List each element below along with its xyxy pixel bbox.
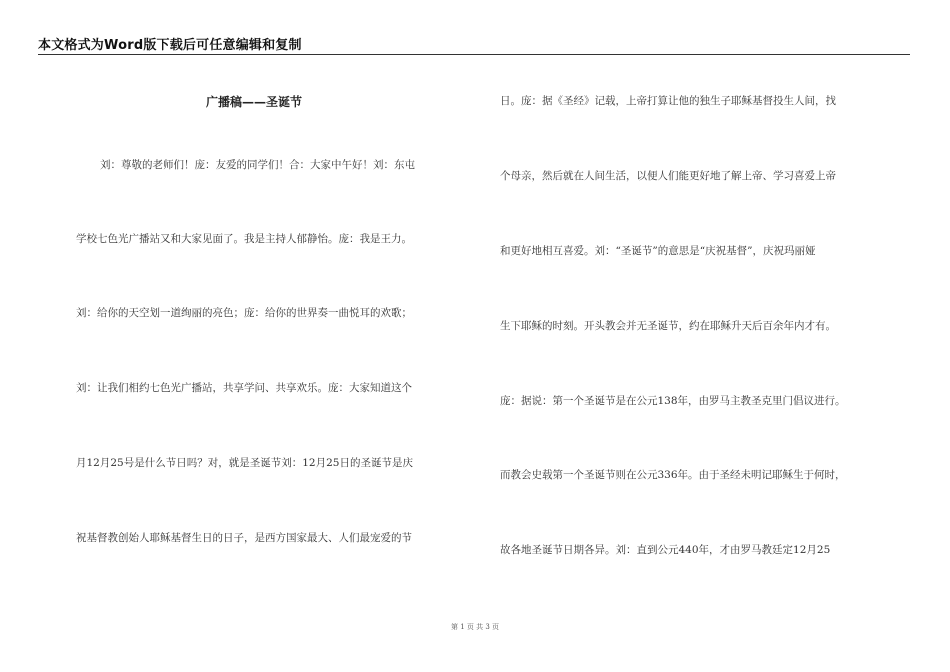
- body-line-right-4: 生下耶稣的时刻。开头教会并无圣诞节，约在耶稣升天后百余年内才有。: [500, 320, 836, 332]
- body-line-right-1: 日。庞：据《圣经》记载，上帝打算让他的独生子耶稣基督投生人间，找: [500, 95, 836, 107]
- body-line-left-2: 学校七色光广播站又和大家见面了。我是主持人郁静怡。庞：我是王力。: [76, 233, 412, 245]
- body-line-right-3: 和更好地相互喜爱。刘：“圣诞节”的意思是“庆祝基督”，庆祝玛丽娅: [500, 245, 816, 257]
- body-line-left-4: 刘：让我们相约七色光广播站，共享学问、共享欢乐。庞：大家知道这个: [76, 382, 412, 394]
- body-line-right-6: 而教会史载第一个圣诞节则在公元336年。由于圣经未明记耶稣生于何时，: [500, 469, 846, 481]
- page-number: 第 1 页 共 3 页: [450, 623, 500, 631]
- body-line-left-1: 刘：尊敬的老师们！庞：友爱的同学们！合：大家中午好！刘：东屯: [100, 159, 415, 171]
- body-line-right-5: 庞：据说：第一个圣诞节是在公元138年，由罗马主教圣克里门倡议进行。: [500, 395, 846, 407]
- body-line-left-5: 月12月25号是什么节日吗？对，就是圣诞节刘：12月25日的圣诞节是庆: [76, 457, 413, 469]
- page-header: [38, 34, 910, 55]
- document-title: 广播稿——圣诞节: [206, 95, 303, 109]
- header-text: 本文格式为Word版下载后可任意编辑和复制: [38, 38, 302, 53]
- body-line-left-6: 祝基督教创始人耶稣基督生日的日子，是西方国家最大、人们最宠爱的节: [76, 532, 412, 544]
- body-line-left-3: 刘：给你的天空划一道绚丽的亮色；庞：给你的世界奏一曲悦耳的欢歌；: [76, 307, 412, 319]
- body-line-right-7: 故各地圣诞节日期各异。刘：直到公元440年，才由罗马教廷定12月25: [500, 544, 831, 556]
- body-line-right-2: 个母亲，然后就在人间生活，以便人们能更好地了解上帝、学习喜爱上帝: [500, 170, 836, 182]
